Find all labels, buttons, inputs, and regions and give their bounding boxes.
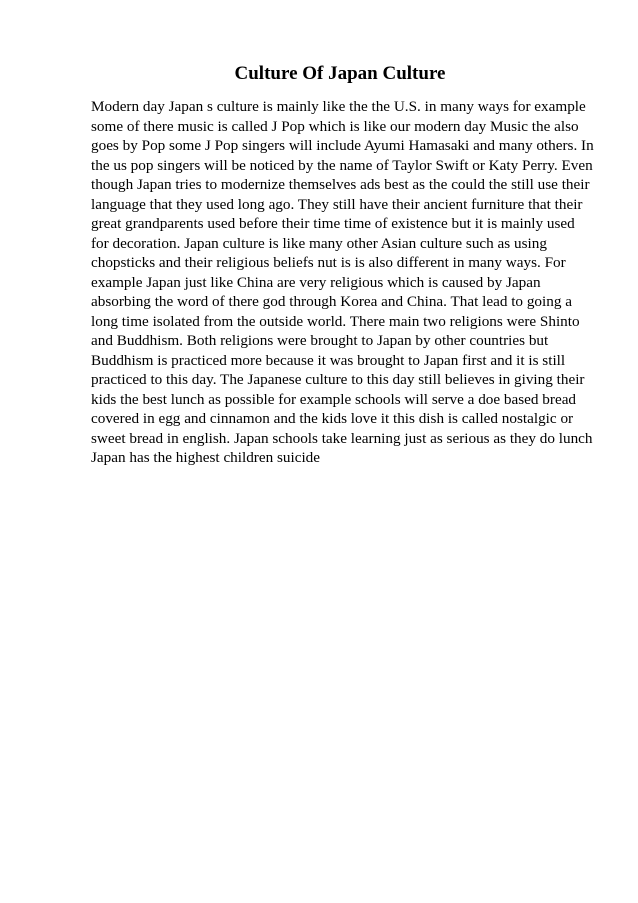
text-line: absorbing the word of there god through Korea and China. That lead to going a <box>91 293 572 310</box>
text-line: Buddhism is practiced more because it was brought to Japan first and it is still <box>91 351 566 369</box>
text-line: Modern day Japan s culture is mainly like the the U.S. in many ways for example <box>91 98 586 115</box>
text-line: some of there music is called J Pop which is like our modern day Music the also <box>91 117 579 135</box>
text-line: kids the best lunch as possible for example schools will serve a doe based bread <box>91 390 577 408</box>
text-line: great grandparents used before their time time of existence but it is mainly used <box>91 215 575 232</box>
text-line: covered in egg and cinnamon and the kids love it this dish is called nostalgic or <box>91 410 574 427</box>
text-line: language that they used long ago. They still have their ancient furniture that their <box>91 195 583 213</box>
text-line: for decoration. Japan culture is like many other Asian culture such as using <box>91 234 547 252</box>
text-line: goes by Pop some J Pop singers will include Ayumi Hamasaki and many others. In <box>91 137 594 154</box>
text-line: Japan has the highest children suicide <box>91 449 321 466</box>
text-line: practiced to this day. The Japanese culture to this day still believes in giving their <box>91 371 585 388</box>
text-line: the us pop singers will be noticed by the name of Taylor Swift or Katy Perry. Even <box>91 156 593 174</box>
text-line: chopsticks and their religious beliefs nut is is also different in many ways. For <box>91 254 566 271</box>
text-line: example Japan just like China are very religious which is caused by Japan <box>91 273 541 291</box>
body-paragraph <box>91 97 594 468</box>
text-line: long time isolated from the outside world. There main two religions were Shinto <box>91 312 580 330</box>
page-title: Culture Of Japan Culture <box>234 63 446 84</box>
text-line: though Japan tries to modernize themselves ads best as the could the still use their <box>91 176 590 193</box>
text-line: sweet bread in english. Japan schools take learning just as serious as they do lunch <box>91 429 593 447</box>
text-line: and Buddhism. Both religions were brought to Japan by other countries but <box>91 332 549 349</box>
